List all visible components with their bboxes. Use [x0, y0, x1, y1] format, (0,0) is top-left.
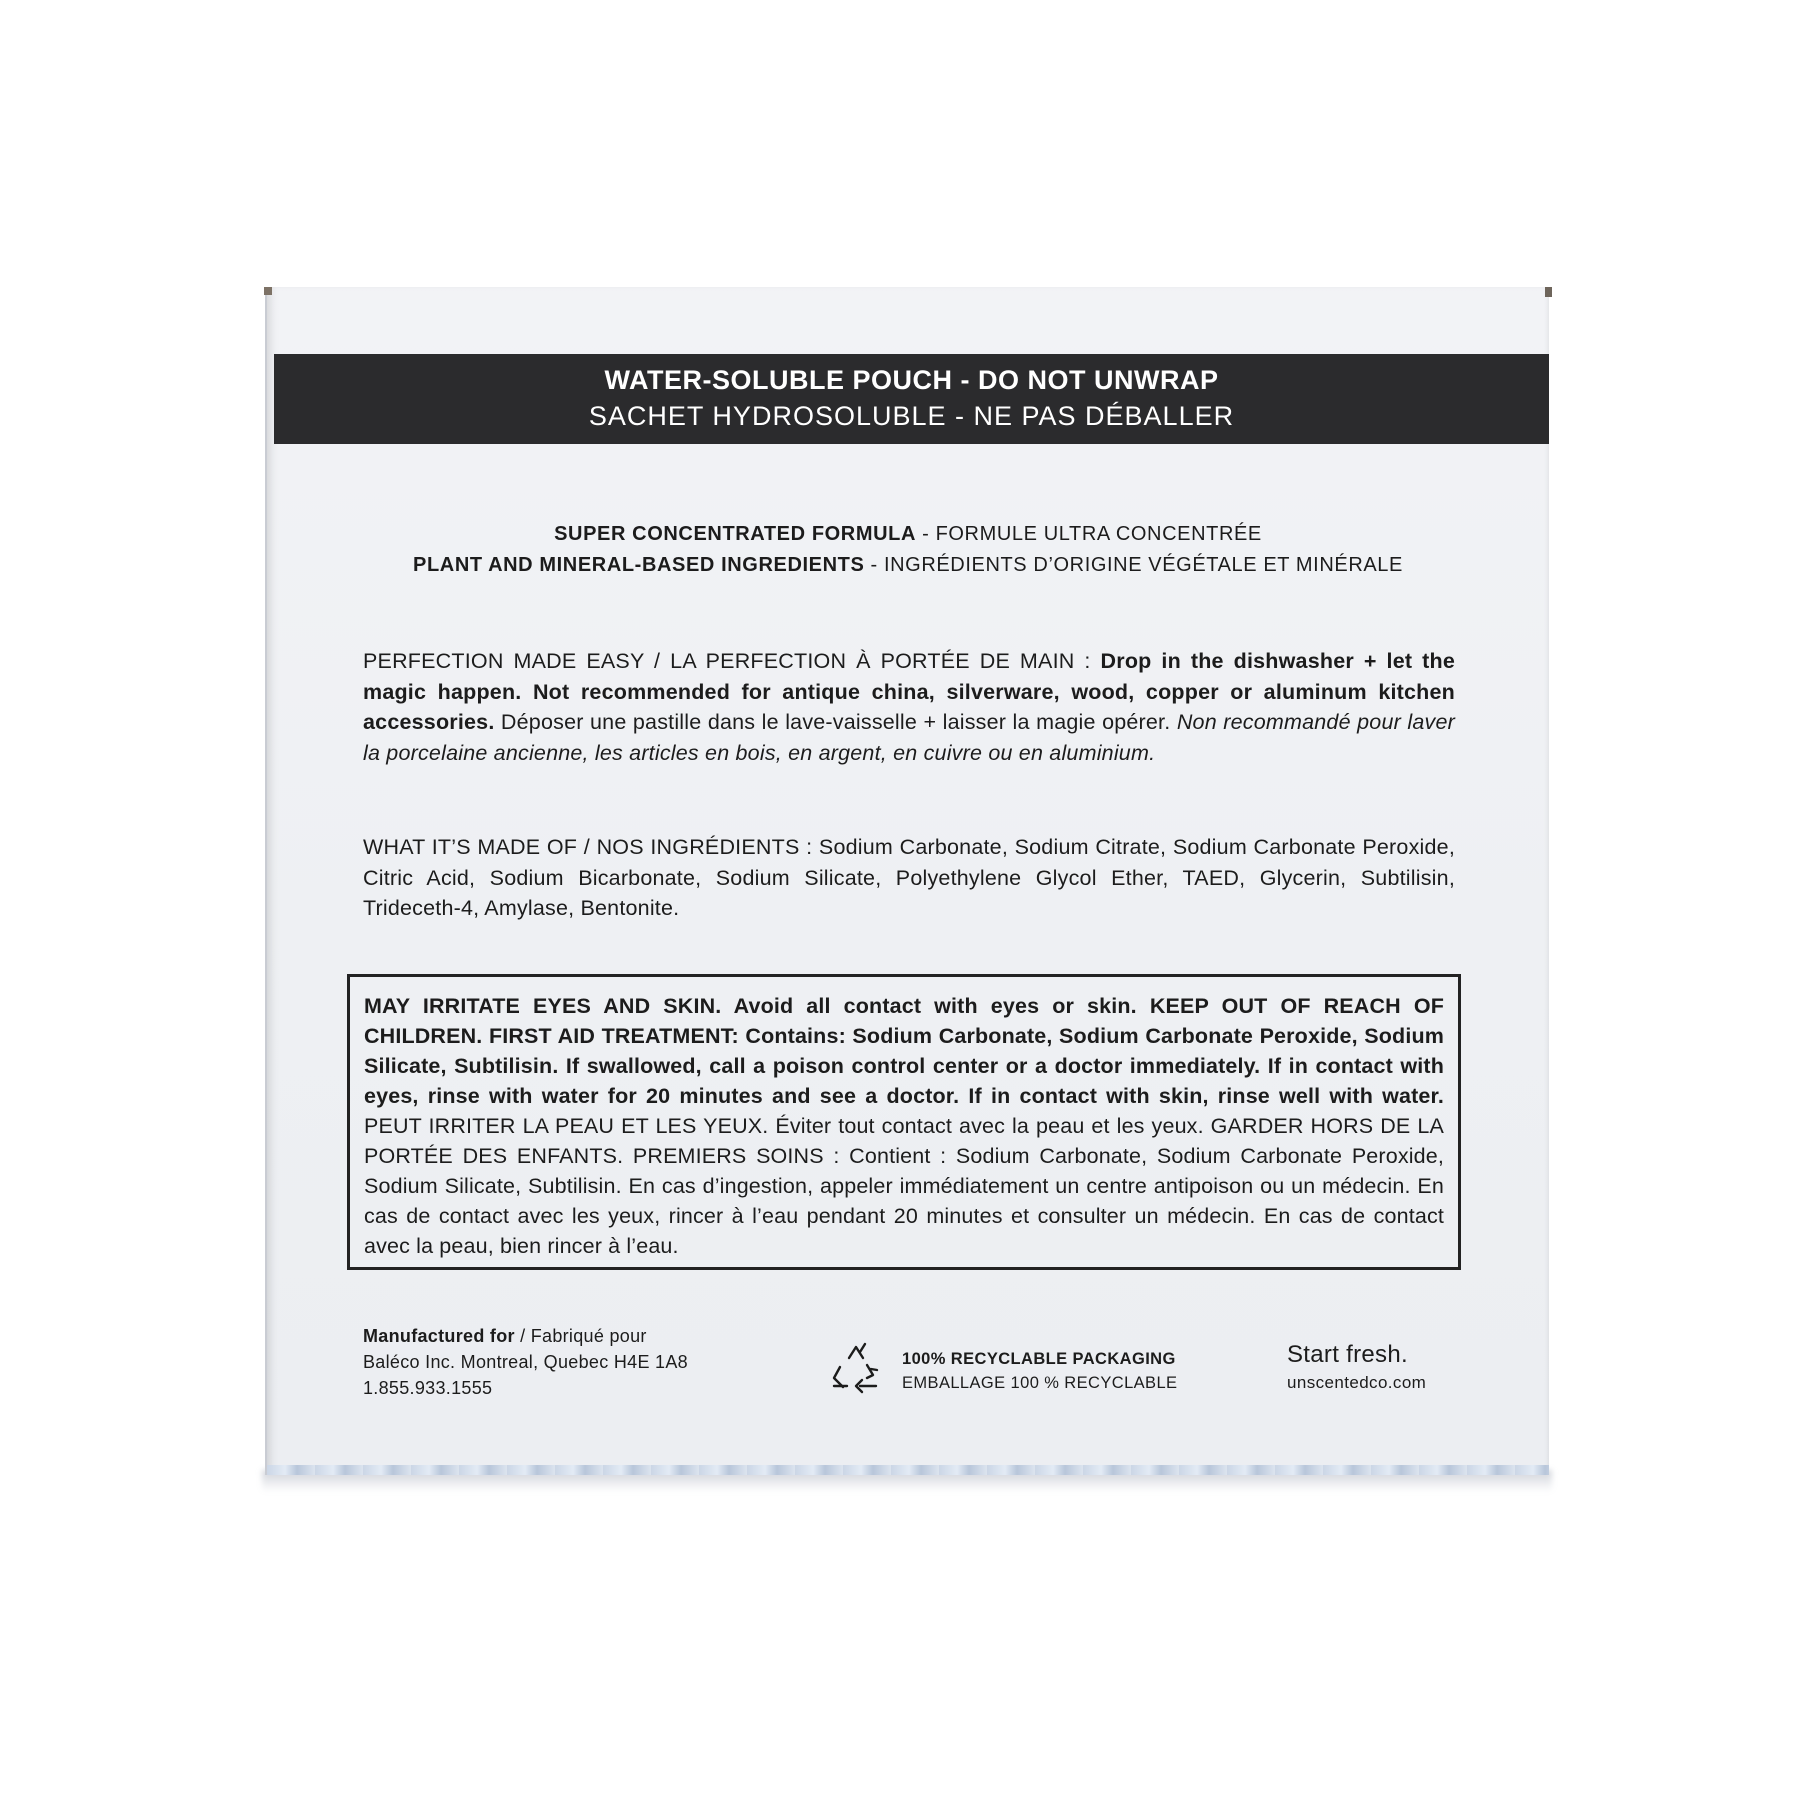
manufacturer-label-fr: Fabriqué pour [530, 1326, 647, 1346]
usage-paragraph [363, 646, 1455, 768]
usage-colon: : [1074, 649, 1101, 673]
recycling-info [902, 1347, 1177, 1395]
banner-line-french: SACHET HYDROSOLUBLE - NE PAS DÉBALLER [588, 401, 1235, 431]
usage-text-en: Drop in the dishwasher + let the magic happen. Not recommended for antique china, silverware, wood, copper or aluminum kitchen accessories. [363, 649, 1456, 734]
claim-formula-separator: - [916, 523, 936, 545]
ingredients-heading-fr: NOS INGRÉDIENTS [596, 835, 800, 859]
claim-ingredients-fr: INGRÉDIENTS D’ORIGINE VÉGÉTALE ET MINÉRALE [883, 554, 1403, 576]
ingredients-list: Sodium Carbonate, Sodium Citrate, Sodium Carbonate Peroxide, Citric Acid, Sodium Bicarbonate, Sodium Silicate, Polyethylene Glycol Ether, TAED, Glycerin, Subtilisin, Trideceth-4, Amylase, Bentonite. [363, 835, 1455, 920]
safety-warning-text [364, 991, 1444, 1261]
usage-text-fr: Déposer une pastille dans le lave-vaisselle + laisser la magie opérer. [494, 710, 1171, 734]
banner-line-english: WATER-SOLUBLE POUCH - DO NOT UNWRAP [604, 365, 1219, 395]
usage-heading-separator: / [644, 649, 671, 673]
manufacturer-address: Baléco Inc. Montreal, Quebec H4E 1A8 [363, 1352, 688, 1372]
claim-ingredients-separator: - [864, 554, 884, 576]
ingredients-colon: : [799, 835, 819, 859]
product-claims [267, 519, 1549, 581]
ingredients-paragraph [363, 832, 1455, 924]
ingredients-heading-en: WHAT IT’S MADE OF [363, 835, 578, 859]
safety-warning-box [347, 974, 1461, 1270]
claim-formula-en: SUPER CONCENTRATED FORMULA [554, 523, 916, 545]
recycling-line-en: 100% RECYCLABLE PACKAGING [902, 1350, 1176, 1368]
box-corner-right [1545, 287, 1552, 297]
manufacturer-label [363, 1323, 688, 1349]
manufacturer-phone: 1.855.933.1555 [363, 1378, 493, 1398]
manufacturer-label-separator: / [514, 1326, 531, 1346]
recycling-line-fr: EMBALLAGE 100 % RECYCLABLE [902, 1374, 1178, 1392]
usage-heading-en: PERFECTION MADE EASY [363, 649, 645, 673]
brand-info [1287, 1340, 1426, 1396]
warning-text-fr: PEUT IRRITER LA PEAU ET LES YEUX. Éviter tout contact avec la peau et les yeux. GARDER HORS DE LA PORTÉE DES ENFANTS. PREMIERS SOINS : Contient : Sodium Carbonate, Sodium Carbonate Peroxide, Sodium Silicate, Subtilisin. En cas d’ingestion, appeler immédiatement un centre antipoison ou un médecin. En cas de contact avec les yeux, rincer à l’eau pendant 20 minutes et consulter un médecin. En cas de contact avec la peau, bien rincer à l’eau. [364, 1114, 1444, 1258]
manufacturer-info [363, 1323, 688, 1401]
box-bottom-edge [267, 1465, 1549, 1475]
claim-ingredients [267, 550, 1549, 581]
ingredients-heading-separator: / [577, 835, 597, 859]
manufacturer-label-en: Manufactured for [363, 1326, 515, 1346]
claim-formula-fr: FORMULE ULTRA CONCENTRÉE [935, 523, 1262, 545]
brand-tagline: Start fresh. [1287, 1341, 1408, 1368]
box-corner-left [264, 287, 272, 295]
brand-website: unscentedco.com [1287, 1373, 1427, 1392]
warning-banner [274, 354, 1549, 444]
usage-text-fr-italic: Non recommandé pour laver la porcelaine ancienne, les articles en bois, en argent, en cuivre ou en aluminium. [363, 710, 1455, 765]
claim-formula [267, 519, 1549, 550]
box-back-panel [265, 287, 1549, 1475]
claim-ingredients-en: PLANT AND MINERAL-BASED INGREDIENTS [413, 554, 865, 576]
usage-heading-fr: LA PERFECTION À PORTÉE DE MAIN [670, 649, 1075, 673]
recycle-icon [827, 1340, 885, 1396]
warning-text-en: MAY IRRITATE EYES AND SKIN. Avoid all contact with eyes or skin. KEEP OUT OF REACH OF CHILDREN. FIRST AID TREATMENT: Contains: Sodium Carbonate, Sodium Carbonate Peroxide, Sodium Silicate, Subtilisin. If swallowed, call a poison control center or a doctor immediately. If in contact with eyes, rinse with water for 20 minutes and see a doctor. If in contact with skin, rinse well with water. [364, 994, 1444, 1108]
